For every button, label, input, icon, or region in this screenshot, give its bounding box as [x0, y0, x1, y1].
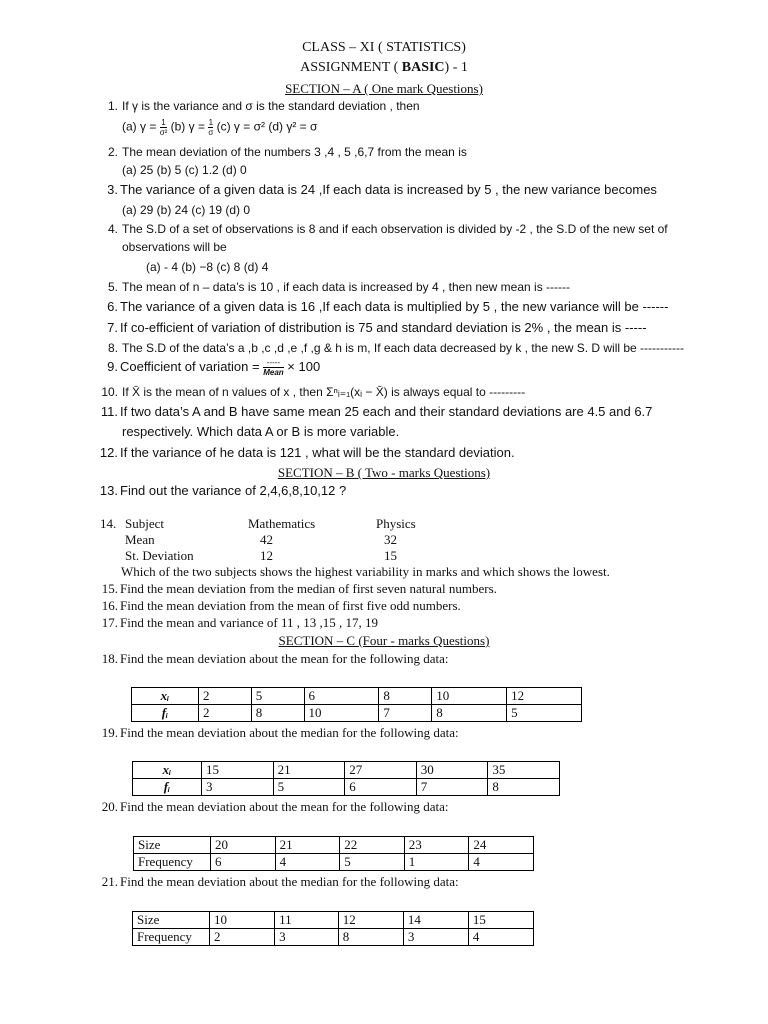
question-text: The variance of a given data is 24 ,If each data is increased by 5 , the new variance becomes — [120, 182, 657, 197]
question-4-text-cont: observations will be — [122, 240, 227, 254]
question-number: 10. — [101, 385, 118, 399]
option-a: (a) γ = — [122, 119, 157, 134]
section-b-title: SECTION – B ( Two - marks Questions) — [277, 465, 491, 480]
question-number: 12. — [99, 445, 118, 460]
question-number: 19. — [101, 725, 118, 740]
question-number: 7. — [107, 320, 118, 335]
question-tail: × 100 — [283, 358, 321, 374]
row-sd-math: 12 — [260, 548, 273, 563]
question-21-table — [132, 911, 534, 946]
fraction-b: $\frac{1}{\sigma}$ — [208, 118, 214, 137]
question-number: 13. — [99, 483, 118, 498]
table-cell: 15 — [202, 762, 274, 779]
question-number: 1. — [107, 99, 118, 113]
table-cell: 8 — [251, 705, 304, 722]
table-cell: 8 — [379, 688, 432, 705]
table-cell: 22 — [340, 837, 405, 854]
table-cell: 8 — [338, 929, 403, 946]
table-row — [133, 779, 560, 796]
question-text: Find the mean deviation about the median for the following data: — [120, 874, 459, 889]
table-cell: 4 — [468, 929, 533, 946]
question-number: 2. — [107, 145, 118, 159]
table-cell: 1 — [404, 854, 469, 871]
table-cell: 10 — [432, 688, 507, 705]
question-text: If co-efficient of variation of distribution is 75 and standard deviation is 2% , the mean is ----- — [120, 320, 647, 335]
row-mean-physics: 32 — [384, 532, 397, 547]
cv-fraction: $\frac{-----}{\text{Mean}}$ — [263, 358, 284, 377]
question-text: Find out the variance of 2,4,6,8,10,12 ? — [120, 483, 347, 498]
question-text: Find the mean deviation about the median for the following data: — [120, 725, 459, 740]
question-4-options: (a) - 4 (b) −8 (c) 8 (d) 4 — [146, 260, 269, 274]
table-cell: 10 — [210, 912, 275, 929]
question-number: 9. — [107, 358, 118, 374]
question-number: 8. — [107, 341, 118, 355]
table-cell: 21 — [273, 762, 345, 779]
header-physics: Physics — [376, 516, 416, 531]
table-cell: 6 — [304, 688, 379, 705]
question-text: Find the mean deviation about the mean for the following data: — [120, 799, 449, 814]
question-18 — [96, 651, 449, 667]
question-number: 4. — [107, 222, 118, 236]
table-cell: fᵢ — [133, 779, 202, 796]
table-cell: 21 — [275, 837, 340, 854]
section-a-title: SECTION – A ( One mark Questions) — [285, 81, 483, 96]
question-text: The variance of a given data is 16 ,If each data is multiplied by 5 , the new variance will be ------ — [120, 299, 669, 314]
question-3-options: (a) 29 (b) 24 (c) 19 (d) 0 — [122, 203, 251, 217]
assignment-title — [0, 60, 768, 76]
question-17 — [96, 615, 378, 631]
question-text: Find the mean deviation from the median of first seven natural numbers. — [120, 581, 497, 596]
table-cell: 2 — [199, 705, 252, 722]
question-6 — [96, 299, 668, 314]
question-number: 20. — [101, 799, 118, 814]
question-number: 15. — [101, 581, 118, 596]
assignment-suffix: ) - 1 — [444, 60, 468, 75]
table-row — [133, 762, 560, 779]
question-number: 16. — [101, 598, 118, 613]
table-row — [134, 854, 534, 871]
question-2-options: (a) 25 (b) 5 (c) 1.2 (d) 0 — [122, 163, 247, 177]
table-cell: 10 — [304, 705, 379, 722]
table-cell: Frequency — [134, 854, 211, 871]
table-cell: 30 — [416, 762, 488, 779]
question-text: If the variance of he data is 121 , what will be the standard deviation. — [120, 445, 515, 460]
question-9 — [96, 358, 320, 377]
question-13 — [96, 483, 346, 498]
table-cell: 3 — [403, 929, 468, 946]
question-text: Which of the two subjects shows the highest variability in marks and which shows the lowest. — [121, 564, 610, 579]
table-cell: 6 — [345, 779, 417, 796]
table-cell: 24 — [469, 837, 534, 854]
question-text: The S.D of the data’s a ,b ,c ,d ,e ,f ,g & h is m, If each data decreased by k , the new S. D will be ----------- — [122, 341, 685, 355]
table-row — [133, 929, 534, 946]
option-c-d: (c) γ = σ² (d) γ² = σ — [216, 119, 318, 134]
section-c-title: SECTION – C (Four - marks Questions) — [278, 633, 490, 648]
table-cell: xᵢ — [133, 762, 202, 779]
question-19 — [96, 725, 459, 741]
question-text: The mean of n – data’s is 10 , if each data is increased by 4 , then new mean is ------ — [122, 280, 571, 294]
table-cell: 5 — [251, 688, 304, 705]
table-cell: 7 — [379, 705, 432, 722]
table-cell: 5 — [340, 854, 405, 871]
question-20 — [96, 799, 449, 815]
question-text: If γ is the variance and σ is the standard deviation , then — [122, 99, 420, 113]
question-number: 6. — [107, 299, 118, 314]
table-cell: 27 — [345, 762, 417, 779]
question-11-text-cont: respectively. Which data A or B is more variable. — [122, 424, 400, 439]
table-cell: 6 — [211, 854, 276, 871]
question-2 — [96, 145, 467, 159]
question-number: 21. — [101, 874, 118, 889]
question-text: Find the mean deviation from the mean of first five odd numbers. — [120, 598, 461, 613]
assignment-level: BASIC — [401, 60, 445, 75]
table-cell: 15 — [468, 912, 533, 929]
question-12 — [96, 445, 515, 460]
table-row — [134, 837, 534, 854]
table-cell: 11 — [275, 912, 339, 929]
question-text: Find the mean deviation about the mean for the following data: — [120, 651, 449, 666]
question-16 — [96, 598, 461, 614]
question-7 — [96, 320, 647, 335]
table-cell: 23 — [404, 837, 469, 854]
table-cell: Size — [134, 837, 211, 854]
table-cell: 5 — [507, 705, 582, 722]
table-cell: 2 — [210, 929, 275, 946]
table-cell: 3 — [275, 929, 339, 946]
question-10 — [96, 385, 525, 399]
question-1-options — [122, 118, 317, 137]
document-title: CLASS – XI ( STATISTICS) — [302, 40, 466, 55]
table-cell: fᵢ — [132, 705, 199, 722]
header-mathematics: Mathematics — [248, 516, 316, 531]
question-text: Coefficient of variation = — [120, 358, 260, 374]
assignment-prefix: ASSIGNMENT ( — [300, 60, 399, 75]
table-cell: 2 — [199, 688, 252, 705]
header-subject: Subject — [125, 516, 164, 531]
table-row — [133, 912, 534, 929]
row-mean-label: Mean — [125, 532, 155, 547]
question-5 — [96, 280, 570, 294]
question-number: 18. — [101, 651, 118, 666]
question-1 — [96, 99, 420, 113]
question-text: Find the mean and variance of 11 , 13 ,15 , 17, 19 — [120, 615, 379, 630]
row-sd-label: St. Deviation — [125, 548, 194, 563]
row-mean-math: 42 — [260, 532, 273, 547]
question-15 — [96, 581, 497, 597]
question-number: 14. — [100, 516, 117, 531]
question-18-table — [131, 687, 582, 722]
table-cell: 14 — [403, 912, 468, 929]
table-row — [132, 705, 582, 722]
question-4 — [96, 222, 668, 236]
table-cell: 5 — [273, 779, 345, 796]
table-cell: 12 — [338, 912, 403, 929]
question-8 — [96, 341, 684, 355]
table-cell: 8 — [432, 705, 507, 722]
question-number: 17. — [101, 615, 118, 630]
table-cell: 4 — [275, 854, 340, 871]
table-cell: 7 — [416, 779, 488, 796]
table-row — [132, 688, 582, 705]
table-cell: 3 — [202, 779, 274, 796]
table-cell: 8 — [488, 779, 560, 796]
table-cell: Frequency — [133, 929, 210, 946]
question-19-table — [132, 761, 560, 796]
table-cell: 12 — [507, 688, 582, 705]
question-21 — [96, 874, 459, 890]
row-sd-physics: 15 — [384, 548, 397, 563]
question-number: 3. — [107, 182, 118, 197]
question-text: The S.D of a set of observations is 8 and if each observation is divided by -2 , the S.D of the new set of — [122, 222, 668, 236]
table-cell: Size — [133, 912, 210, 929]
question-text: The mean deviation of the numbers 3 ,4 , 5 ,6,7 from the mean is — [122, 145, 467, 159]
question-11 — [96, 404, 652, 419]
question-20-table — [133, 836, 534, 871]
table-cell: 4 — [469, 854, 534, 871]
table-cell: 20 — [211, 837, 276, 854]
fraction-a: $\frac{1}{\text{σ²}}$ — [159, 118, 168, 137]
question-text: If X̄ is the mean of n values of x , then Σⁿᵢ₌₁(xᵢ − X̄) is always equal to --------- — [122, 385, 526, 399]
table-cell: xᵢ — [132, 688, 199, 705]
question-number: 5. — [107, 280, 118, 294]
question-3 — [96, 182, 657, 197]
table-cell: 35 — [488, 762, 560, 779]
question-text: If two data’s A and B have same mean 25 each and their standard deviations are 4.5 and 6.7 — [120, 404, 653, 419]
question-number: 11. — [100, 404, 118, 419]
option-b: (b) γ = — [170, 119, 205, 134]
